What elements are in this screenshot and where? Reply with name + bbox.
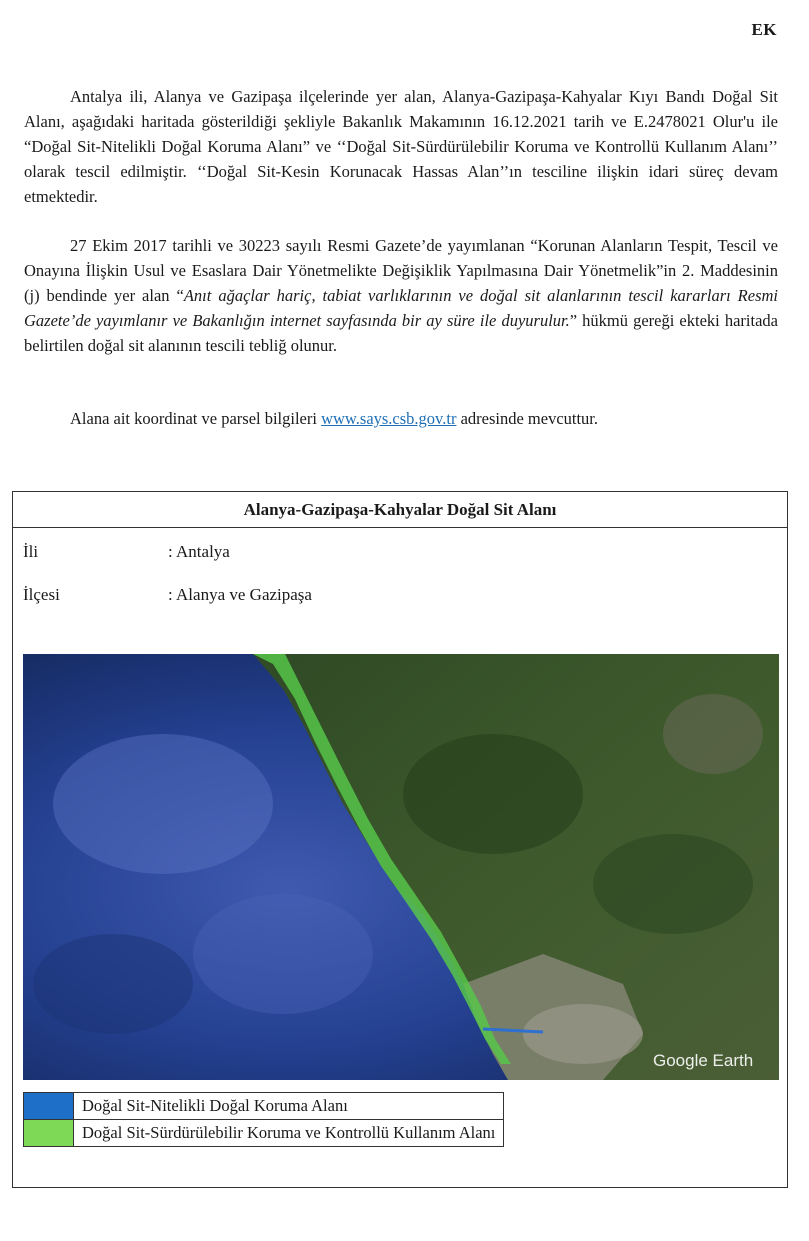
paragraph-coordinates (24, 406, 778, 431)
site-info-box (12, 491, 788, 1188)
satellite-map (23, 654, 779, 1080)
legend-label: Doğal Sit-Sürdürülebilir Koruma ve Kontrollü Kullanım Alanı (74, 1120, 504, 1147)
paragraph-registration: Antalya ili, Alanya ve Gazipaşa ilçelerinde yer alan, Alanya-Gazipaşa-Kahyalar Kıyı Bandı Doğal Sit Alanı, aşağıdaki haritada gösterildiği şekliyle Bakanlık Makamının 16.12.2021 tarih ve E.2478021 Olur'u ile “Doğal Sit-Nitelikli Doğal Koruma Alanı” ve ‘‘Doğal Sit-Sürdürülebilir Koruma ve Kontrollü Kullanım Alanı’’ olarak tescil edilmiştir. ‘‘Doğal Sit-Kesin Korunacak Hassas Alan’’ın tesciline ilişkin idari süreç devam etmektedir. (24, 87, 778, 206)
site-title: Alanya-Gazipaşa-Kahyalar Doğal Sit Alanı (243, 500, 557, 519)
legend-row (24, 1120, 504, 1147)
map-legend (23, 1092, 504, 1147)
district-value: : Alanya ve Gazipaşa (168, 585, 312, 604)
legend-row (24, 1093, 504, 1120)
paragraph-regulation (24, 233, 778, 358)
province-value: : Antalya (168, 542, 230, 561)
title-divider (13, 527, 787, 528)
coordinates-text: Alana ait koordinat ve parsel bilgileri (70, 409, 322, 428)
annex-label: EK (751, 20, 777, 39)
province-row (23, 542, 230, 562)
regulation-text: 27 Ekim 2017 tarihli ve 30223 sayılı Resmi Gazete’de yayımlanan “Korunan Alanların Tespit, Tescil ve Onayına İlişkin Usul ve Esaslara Dair Yönetmelikte Değişiklik Yapılmasına Dair Yönetmelik”in 2. Maddesinin (j) bendinde yer alan “ (24, 236, 778, 305)
regulation-text-end: ” hükmü gereği ekteki haritada belirtilen doğal sit alanının tescili tebliğ olunur. (24, 311, 778, 355)
coordinates-text-end: adresinde mevcuttur. (456, 409, 599, 428)
district-row (23, 585, 312, 605)
province-label: İli (23, 542, 39, 561)
district-label: İlçesi (23, 585, 60, 604)
regulation-quote: Anıt ağaçlar hariç, tabiat varlıklarının ve doğal sit alanlarının tescil kararları Resmi Gazete’de yayımlanır ve Bakanlığın internet sayfasında bir ay süre ile duyurulur. (24, 286, 779, 330)
says-link[interactable]: www.says.csb.gov.tr (321, 409, 457, 428)
legend-swatch-blue (24, 1093, 74, 1120)
legend-swatch-green (24, 1120, 74, 1147)
google-earth-watermark: Google Earth (653, 1051, 754, 1070)
legend-label: Doğal Sit-Nitelikli Doğal Koruma Alanı (74, 1093, 504, 1120)
satellite-map-image (23, 654, 779, 1080)
